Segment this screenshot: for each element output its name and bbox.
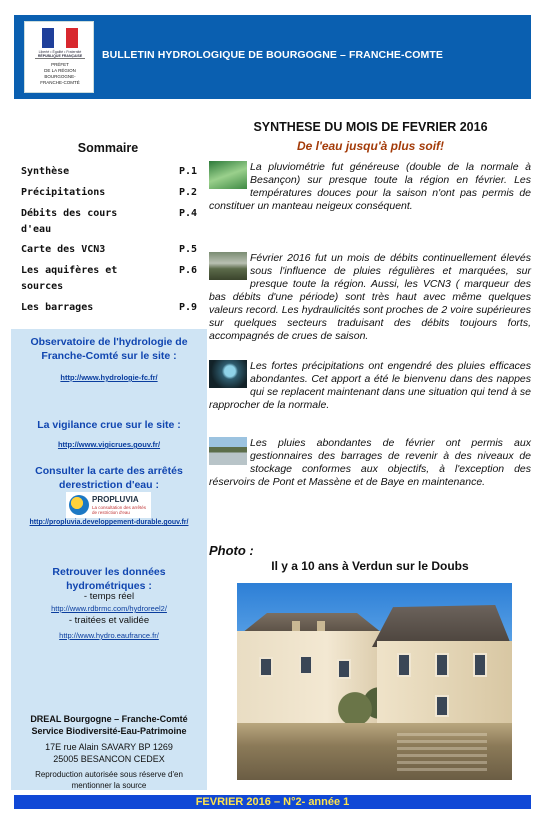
summary-item-page: P.6 [178, 265, 197, 276]
window [299, 655, 313, 675]
logo-republic: RÉPUBLIQUE FRANÇAISE [37, 54, 83, 58]
summary-item-label: Les aquifères et sources [21, 265, 118, 292]
dam-photo-icon [209, 437, 247, 465]
summary-item-label: Débits des cours d'eau [21, 208, 118, 235]
dam-paragraph [209, 437, 531, 489]
sidebar-links-panel [11, 329, 207, 790]
propluvia-icon [69, 495, 89, 515]
summary-item-label: Carte des VCN3 [21, 244, 106, 255]
hydrologie-fc-link[interactable]: http://www.hydrologie-fc.fr/ [60, 373, 158, 382]
synthesis-title: SYNTHESE DU MOIS DE FEVRIER 2016 [253, 120, 488, 134]
window [435, 695, 449, 717]
bulletin-title: BULLETIN HYDROLOGIQUE DE BOURGOGNE – FRANCHE-COMTE [102, 49, 444, 61]
window [259, 657, 273, 677]
validated-label: - traitées et validée [68, 615, 150, 626]
precipitation-paragraph [209, 161, 531, 213]
summary-item-page: P.9 [178, 302, 197, 313]
window [473, 653, 487, 677]
propluvia-name: PROPLUVIA [92, 495, 139, 504]
river-photo-icon [209, 252, 247, 280]
logo-divider [35, 58, 85, 59]
photo-label: Photo : [209, 543, 254, 558]
vigicrues-link[interactable]: http://www.vigicrues.gouv.fr/ [57, 440, 161, 449]
hydrometric-heading: Retrouver les données hydrométriques : [52, 566, 166, 592]
propluvia-logo[interactable] [66, 492, 151, 518]
header-banner [14, 15, 531, 99]
summary-title: Sommaire [77, 141, 139, 155]
prefecture-logo [24, 21, 94, 93]
propluvia-subtitle: La consultation des arrêtés de restriction d'eau [92, 505, 147, 515]
hydroreel-link[interactable]: http://www.rdbrmc.com/hydroreel2/ [51, 604, 167, 613]
summary-item-label: Précipitations [21, 187, 106, 198]
dreal-organization: DREAL Bourgogne – Franche-Comté Service Biodiversité-Eau-Patrimoine [30, 714, 188, 736]
window [435, 653, 449, 677]
summary-item-page: P.2 [178, 187, 197, 198]
cave-spring-photo-icon [209, 360, 247, 388]
footer-bar [14, 795, 531, 809]
logo-motto: Liberté • Égalité • Fraternité [38, 50, 82, 54]
grass-photo-icon [209, 161, 247, 189]
paragraph-text: Les pluies abondantes de février ont permis aux gestionnaires des barrages de revenir à des niveaux de stockage conformes aux objectifs, à l'exception des réservoirs de Pont et Massène et de Baye en maintenance. [209, 437, 531, 488]
summary-item-page: P.5 [178, 244, 197, 255]
french-flag-icon [42, 28, 78, 48]
realtime-label: - temps réel [83, 591, 135, 602]
vigilance-heading: La vigilance crue sur le site : [37, 419, 181, 431]
observatoire-heading: Observatoire de l'hydrologie de Franche-Comté sur le site : [30, 336, 188, 362]
hydro-eaufrance-link[interactable]: http://www.hydro.eaufrance.fr/ [59, 631, 159, 640]
aquifer-paragraph [209, 360, 531, 412]
summary-item-page: P.4 [178, 208, 197, 219]
flood-photo [237, 583, 512, 780]
paragraph-text: Les fortes précipitations ont engendré des pluies efficaces abondantes. Cet apport a été le bienvenu dans des nappes qui se replacent maintenant dans une situation qui tend à se rapprocher de la normale. [209, 360, 531, 411]
logo-prefet-text: PRÉFET DE LA RÉGION BOURGOGNE- FRANCHE-COMTÉ [40, 62, 80, 85]
discharge-paragraph [209, 252, 531, 343]
reproduction-notice: Reproduction autorisée sous réserve d'en mentionner la source [35, 770, 183, 790]
summary-item-label: Les barrages [21, 302, 94, 313]
arretes-heading: Consulter la carte des arrêtés derestriction d'eau : [35, 465, 183, 491]
summary-item-page: P.1 [178, 166, 197, 177]
synthesis-subtitle: De l'eau jusqu'à plus soif! [296, 139, 445, 153]
photo-caption: Il y a 10 ans à Verdun sur le Doubs [271, 559, 469, 573]
paragraph-text: La pluviométrie fut généreuse (double de la normale à Besançon) sur presque toute la région en février. Les températures douces pour la saison n'ont pas permis de constituer un manteau neigeux conséquent. [209, 161, 531, 212]
water-reflection [397, 733, 487, 773]
paragraph-text: Février 2016 fut un mois de débits continuellement élevés sous l'influence de pluies régulières et marquées, sur presque toute la région. Aussi, les VCN3 ( marqueur des bas débits d'une période) sont très haut avec même quelques valeurs record. Les hydraulicités sont proches de 2 voire supérieures sur quelques secteurs traduisant des débits toujours forts, accompagnés de crues de saison. [209, 252, 531, 342]
window [397, 653, 411, 677]
summary-item-label: Synthèse [21, 166, 70, 177]
dreal-address: 17E rue Alain SAVARY BP 1269 25005 BESANCON CEDEX [45, 742, 173, 764]
propluvia-link[interactable]: http://propluvia.developpement-durable.gouv.fr/ [29, 519, 189, 526]
issue-label: FEVRIER 2016 – N°2- année 1 [195, 796, 350, 808]
